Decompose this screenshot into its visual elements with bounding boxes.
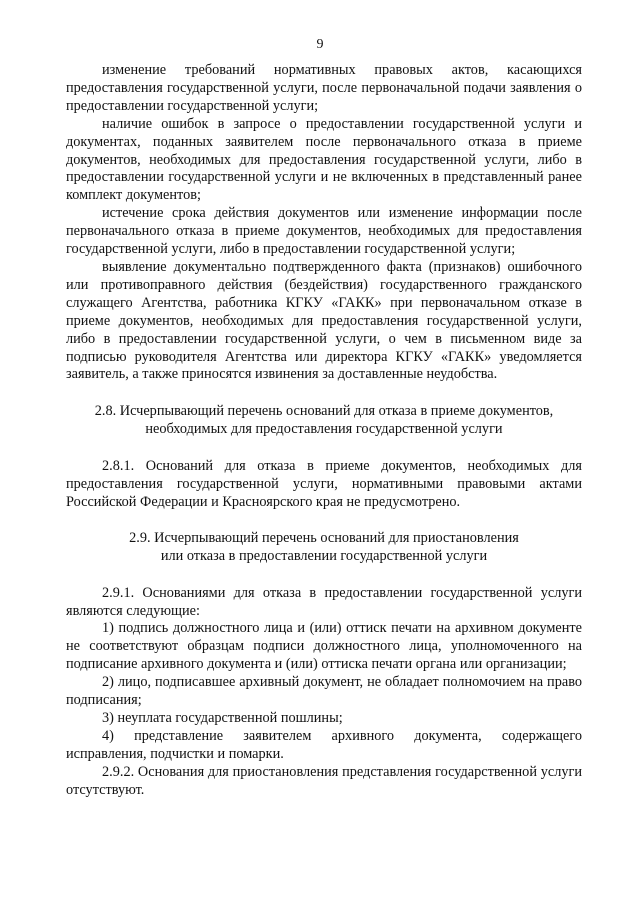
list-item-unpaid-fee: 3) неуплата государственной пошлины; — [102, 710, 343, 726]
page-number: 9 — [316, 37, 324, 52]
paragraph-unlawful-action: выявление документально подтвержденного факта (признаков) ошибочного или противоправного действия (бездействия) государственного гражданского служащего Агентства, работника КГКУ «ГАКК» при первоначальном отказе в приеме документов, необходимых для предоставления государственной услуги, либо в предоставлении государственной услуги, о чем в письменном виде за подписью руководителя Агентства или директора КГКУ «ГАКК» уведомляется заявитель, а также приносятся извинения за доставленные неудобства. — [66, 258, 582, 383]
paragraph-2-8-1: 2.8.1. Оснований для отказа в приеме документов, необходимых для предоставления государственной услуги, нормативными правовыми актами Российской Федерации и Красноярского края не предусмотрено. — [66, 458, 582, 510]
paragraph-requirements-change: изменение требований нормативных правовых актов, касающихся предоставления государственной услуги, после первоначальной подачи заявления о предоставлении государственной услуги; — [66, 62, 582, 114]
section-heading-2-8-line1: 2.8. Исчерпывающий перечень оснований для отказа в приеме документов, — [94, 403, 554, 420]
document-body — [66, 62, 582, 800]
paragraph-errors-in-request: наличие ошибок в запросе о предоставлении государственной услуги и документах, поданных заявителем после первоначального отказа в приеме документов, необходимых для предоставления государственной услуги, либо в предоставлении государственной услуги и не включенных в представленный ранее комплект документов; — [66, 115, 582, 204]
paragraph-document-expiry: истечение срока действия документов или изменение информации после первоначального отказа в приеме документов, необходимых для предоставления государственной услуги, либо в предоставлении государственной услуги; — [66, 205, 582, 258]
section-heading-2-8-line2: необходимых для предоставления государственной услуги — [145, 421, 503, 438]
paragraph-2-9-1: 2.9.1. Основаниями для отказа в предоставлении государственной услуги являются следующие: — [66, 584, 582, 619]
list-item-document-corrections: 4) представление заявителем архивного документа, содержащего исправления, подчистки и помарки. — [66, 727, 582, 762]
list-item-signature-mismatch: 1) подпись должностного лица и (или) оттиск печати на архивном документе не соответствуют образцам подписи должностного лица, уполномоченного на подписание архивного документа и (или) оттиска печати органа или организации; — [66, 620, 582, 673]
list-item-no-authority: 2) лицо, подписавшее архивный документ, не обладает полномочием на право подписания; — [66, 674, 582, 709]
section-heading-2-8 — [66, 403, 582, 439]
paragraph-2-9-2: 2.9.2. Основания для приостановления представления государственной услуги отсутствуют. — [66, 763, 582, 798]
section-heading-2-9 — [66, 530, 582, 566]
section-heading-2-9-line2: или отказа в предоставлении государственной услуги — [160, 547, 488, 564]
section-heading-2-9-line1: 2.9. Исчерпывающий перечень оснований для приостановления — [129, 529, 519, 546]
